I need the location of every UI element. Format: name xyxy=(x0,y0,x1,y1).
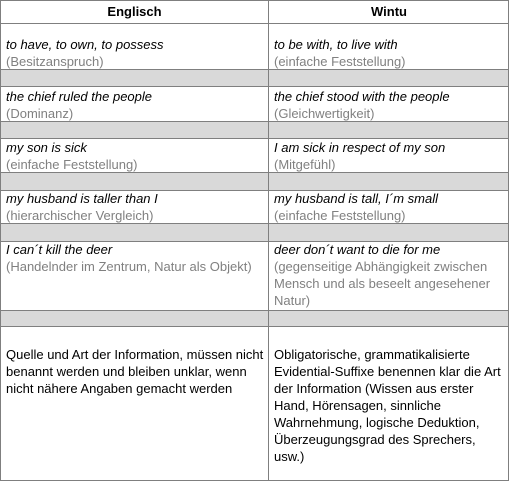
row-4-english xyxy=(6,190,264,224)
english-phrase: my son is sick xyxy=(6,140,87,155)
divider xyxy=(1,310,508,311)
wintu-note: (gegenseitige Abhängigkeit zwischen Mensch und als beseelt angesehener Natur) xyxy=(274,259,491,308)
wintu-note: (einfache Feststellung) xyxy=(274,54,406,69)
summary-wintu xyxy=(274,346,506,465)
row-5-wintu xyxy=(274,241,506,309)
wintu-phrase: to be with, to live with xyxy=(274,37,398,52)
row-1-wintu xyxy=(274,36,506,70)
separator-band xyxy=(1,121,508,139)
column-divider xyxy=(268,1,269,480)
english-note: (Dominanz) xyxy=(6,106,74,121)
table-header xyxy=(1,1,508,23)
english-phrase: the chief ruled the people xyxy=(6,89,152,104)
wintu-phrase: deer don´t want to die for me xyxy=(274,242,441,257)
header-english: Englisch xyxy=(107,4,162,19)
row-3-wintu xyxy=(274,139,506,173)
wintu-phrase: my husband is tall, I´m small xyxy=(274,191,438,206)
english-phrase: to have, to own, to possess xyxy=(6,37,164,52)
row-3-english xyxy=(6,139,264,173)
row-2-wintu xyxy=(274,88,506,122)
english-note: (einfache Feststellung) xyxy=(6,157,138,172)
wintu-phrase: the chief stood with the people xyxy=(274,89,450,104)
english-note: (Handelnder im Zentrum, Natur als Objekt) xyxy=(6,259,252,274)
english-phrase: my husband is taller than I xyxy=(6,191,158,206)
row-2-english xyxy=(6,88,264,122)
wintu-note: (einfache Feststellung) xyxy=(274,208,406,223)
row-4-wintu xyxy=(274,190,506,224)
separator-band xyxy=(1,69,508,87)
wintu-note: (Mitgefühl) xyxy=(274,157,336,172)
row-1-english xyxy=(6,36,264,70)
summary-english xyxy=(6,346,264,397)
english-phrase: I can´t kill the deer xyxy=(6,242,113,257)
separator-band xyxy=(1,172,508,191)
wintu-phrase: I am sick in respect of my son xyxy=(274,140,446,155)
divider xyxy=(1,86,508,87)
english-note: (hierarchischer Vergleich) xyxy=(6,208,154,223)
header-wintu: Wintu xyxy=(371,4,407,19)
separator-band xyxy=(1,310,508,327)
divider xyxy=(1,326,508,327)
summary-wintu-text: Obligatorische, grammatikalisierte Evidential-Suffixe benennen klar die Art der Information (Wissen aus erster Hand, Hörensagen, sinnliche Wahrnehmung, logische Deduktion, Überzeugungsgrad des Sprechers, usw.) xyxy=(274,347,501,464)
summary-english-text: Quelle und Art der Information, müssen nicht benannt werden und bleiben unklar, wenn nicht nähere Angaben gemacht werden xyxy=(6,347,264,396)
row-5-english xyxy=(6,241,264,275)
divider xyxy=(1,23,508,24)
english-note: (Besitzanspruch) xyxy=(6,54,104,69)
wintu-note: (Gleichwertigkeit) xyxy=(274,106,375,121)
separator-band xyxy=(1,223,508,242)
